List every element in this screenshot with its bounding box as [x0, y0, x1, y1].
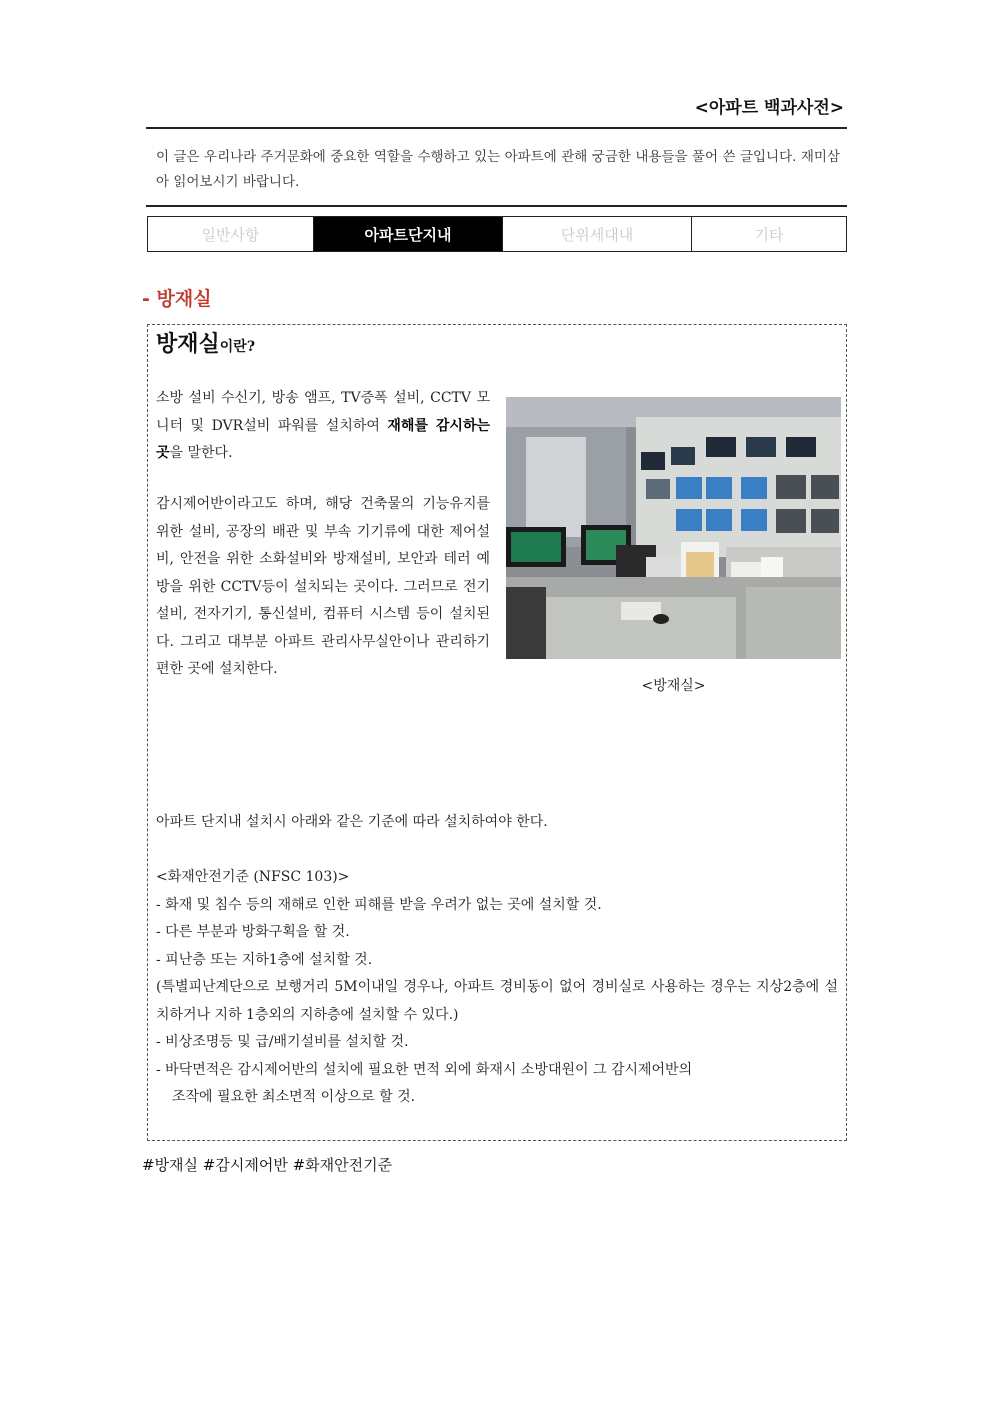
rule-note: (특별피난계단으로 보행거리 5M이내일 경우나, 아파트 경비동이 없어 경비실로 사용하는 경우는 지상2층에 설치하거나 지하 1층외의 지하층에 설치할 수 있다.)	[156, 979, 838, 1023]
content-box	[147, 324, 847, 1141]
rule-item: - 비상조명등 및 급/배기설비를 설치할 것.	[156, 1034, 409, 1050]
photo-caption: <방재실>	[641, 678, 706, 694]
rule-item: - 화재 및 침수 등의 재해로 인한 피해를 받을 우려가 없는 곳에 설치할 것.	[156, 896, 602, 913]
tab-other[interactable]: 기타	[754, 225, 784, 244]
rules-intro: 아파트 단지내 설치시 아래와 같은 기준에 따라 설치하여야 한다.	[156, 814, 548, 830]
definition-text-a: 소방 설비 수신기, 방송 앰프, TV증폭 설비, CCTV 모니터 및 DVR설비 파워를 설치하여	[156, 390, 490, 434]
box-title	[156, 327, 255, 358]
hashtags: #방재실 #감시제어반 #화재안전기준	[142, 1156, 393, 1174]
rule-item: - 피난층 또는 지하1층에 설치할 것.	[156, 951, 373, 968]
description-paragraph: 감시제어반이라고도 하며, 해당 건축물의 기능유지를 위한 설비, 공장의 배관 및 부속 기기류에 대한 제어설비, 안전을 위한 소화설비와 방재설비, 보안과 테러 예방을 위한 CCTV등이 설치되는 곳이다. 그러므로 전기설비, 전자기기, 통신설비, 컴퓨터 시스템 등이 설치된다. 그리고 대부분 아파트 관리사무실안이나 관리하기 편한 곳에 설치한다.	[156, 496, 490, 677]
rule-item: - 바닥면적은 감시제어반의 설치에 필요한 면적 외에 화재시 소방대원이 그 감시제어반의	[156, 1061, 693, 1078]
rule-item-continuation: 조작에 필요한 최소면적 이상으로 할 것.	[172, 1089, 416, 1105]
intro-text: 이 글은 우리나라 주거문화에 중요한 역할을 수행하고 있는 아파트에 관해 궁금한 내용들을 풀어 쓴 글입니다. 재미삼아 읽어보시기 바랍니다.	[156, 149, 840, 190]
installation-rules	[156, 809, 838, 1112]
definition-bold: 재해를 감시하는 곳	[156, 417, 490, 461]
rules-standard-title: <화재안전기준 (NFSC 103)>	[156, 869, 350, 885]
section-title: - 방재실	[142, 288, 212, 310]
tab-apartment-complex[interactable]: 아파트단지내	[314, 217, 503, 251]
intro-divider	[146, 205, 847, 207]
header-divider	[146, 127, 847, 129]
box-title-suffix: 이란?	[219, 339, 256, 355]
rules-spacer	[156, 837, 838, 865]
rule-item: - 다른 부분과 방화구획을 할 것.	[156, 924, 350, 940]
definition-paragraph	[156, 385, 490, 468]
category-tabs	[147, 216, 847, 252]
box-title-main: 방재실	[156, 331, 220, 357]
definition-text-b: 을 말한다.	[169, 445, 233, 461]
tab-general[interactable]: 일반사항	[148, 217, 314, 251]
tab-unit-household[interactable]: 단위세대내	[503, 217, 692, 251]
control-room-photo	[506, 397, 841, 659]
document-header-title: <아파트 백과사전>	[694, 98, 844, 118]
